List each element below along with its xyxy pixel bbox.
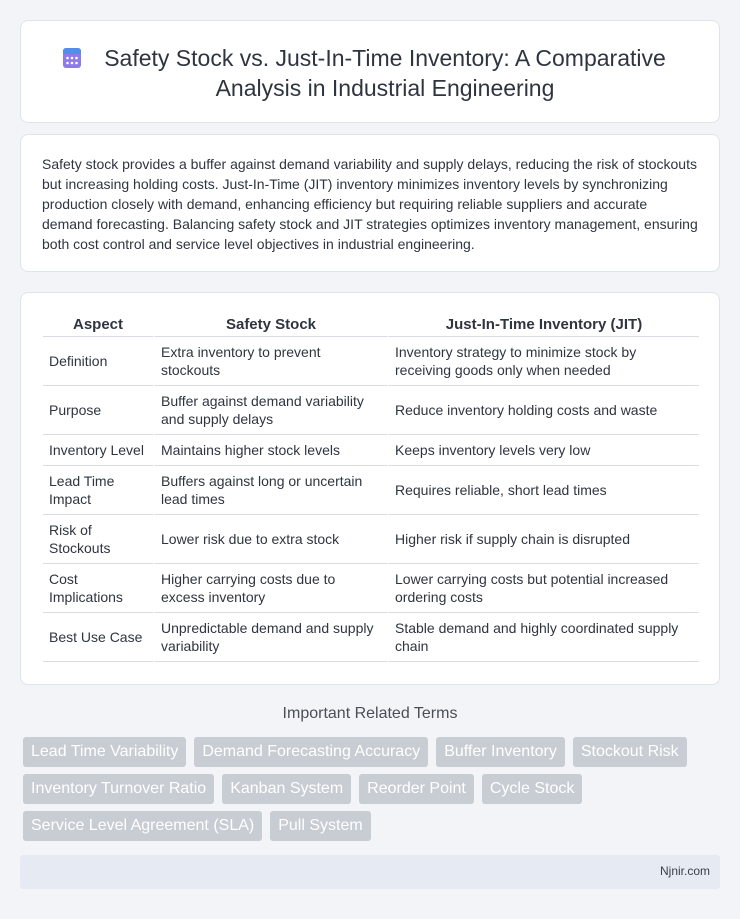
row-jit: Requires reliable, short lead times	[387, 466, 699, 515]
row-safety-stock: Extra inventory to prevent stockouts	[153, 337, 387, 386]
term-tag[interactable]: Pull System	[270, 811, 370, 841]
table-row	[43, 466, 699, 515]
row-aspect: Definition	[43, 337, 153, 386]
table-row	[43, 337, 699, 386]
term-tag[interactable]: Service Level Agreement (SLA)	[23, 811, 262, 841]
footer-site-link[interactable]: Njnir.com	[659, 864, 710, 878]
term-tag[interactable]: Buffer Inventory	[436, 737, 565, 767]
term-tag[interactable]: Cycle Stock	[482, 774, 582, 804]
column-header-jit: Just-In-Time Inventory (JIT)	[387, 315, 699, 337]
term-tag[interactable]: Reorder Point	[359, 774, 474, 804]
table-row	[43, 386, 699, 435]
comparison-table-card	[20, 292, 720, 685]
term-tag[interactable]: Stockout Risk	[573, 737, 687, 767]
related-terms-heading: Important Related Terms	[282, 705, 458, 722]
related-terms-list	[23, 737, 713, 841]
footer	[20, 855, 720, 889]
row-jit: Higher risk if supply chain is disrupted	[387, 515, 699, 564]
row-safety-stock: Buffers against long or uncertain lead times	[153, 466, 387, 515]
table-row	[43, 564, 699, 613]
column-header-safety-stock: Safety Stock	[153, 315, 387, 337]
table-row	[43, 515, 699, 564]
table-row	[43, 613, 699, 662]
table-row	[43, 435, 699, 466]
page-title: Safety Stock vs. Just-In-Time Inventory: A Comparative Analysis in Industrial Engineering	[104, 45, 666, 101]
summary-text: Safety stock provides a buffer against demand variability and supply delays, reducing the risk of stockouts but increasing holding costs. Just-In-Time (JIT) inventory minimizes inventory levels by synchronizing production closely with demand, enhancing efficiency but requiring reliable suppliers and accurate demand forecasting. Balancing safety stock and JIT strategies optimizes inventory management, ensuring both cost control and service level objectives in industrial engineering.	[42, 156, 698, 252]
term-tag[interactable]: Lead Time Variability	[23, 737, 186, 767]
row-aspect: Inventory Level	[43, 435, 153, 466]
row-jit: Reduce inventory holding costs and waste	[387, 386, 699, 435]
row-safety-stock: Higher carrying costs due to excess inventory	[153, 564, 387, 613]
row-safety-stock: Buffer against demand variability and supply delays	[153, 386, 387, 435]
row-safety-stock: Lower risk due to extra stock	[153, 515, 387, 564]
row-jit: Keeps inventory levels very low	[387, 435, 699, 466]
row-jit: Inventory strategy to minimize stock by receiving goods only when needed	[387, 337, 699, 386]
comparison-table	[43, 315, 699, 662]
term-tag[interactable]: Inventory Turnover Ratio	[23, 774, 214, 804]
row-aspect: Best Use Case	[43, 613, 153, 662]
row-aspect: Purpose	[43, 386, 153, 435]
table-header-row	[43, 315, 699, 337]
row-safety-stock: Unpredictable demand and supply variability	[153, 613, 387, 662]
term-tag[interactable]: Demand Forecasting Accuracy	[194, 737, 428, 767]
row-jit: Lower carrying costs but potential increased ordering costs	[387, 564, 699, 613]
title-card	[20, 20, 720, 123]
row-safety-stock: Maintains higher stock levels	[153, 435, 387, 466]
column-header-aspect: Aspect	[43, 315, 153, 337]
term-tag[interactable]: Kanban System	[222, 774, 351, 804]
row-aspect: Cost Implications	[43, 564, 153, 613]
row-aspect: Risk of Stockouts	[43, 515, 153, 564]
row-jit: Stable demand and highly coordinated supply chain	[387, 613, 699, 662]
summary-card	[20, 134, 720, 272]
row-aspect: Lead Time Impact	[43, 466, 153, 515]
